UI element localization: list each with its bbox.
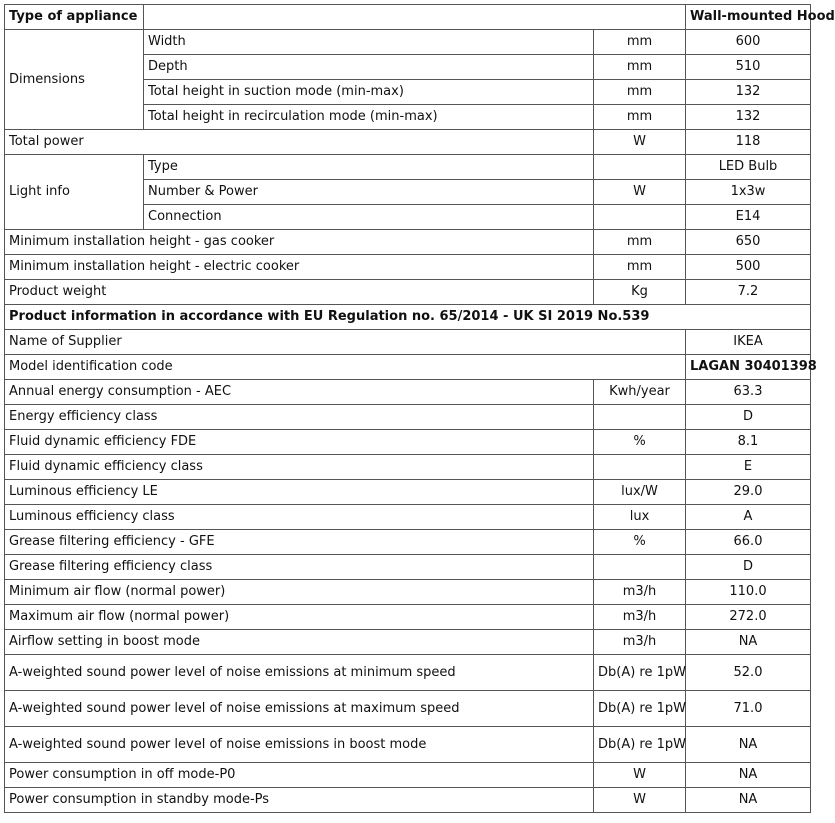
row-unit: W	[594, 788, 686, 813]
table-row	[5, 380, 811, 405]
row-label: Fluid dynamic efficiency FDE	[5, 430, 594, 455]
row-value: E	[686, 455, 811, 480]
row-label: Total power	[5, 130, 594, 155]
row-value: 132	[686, 105, 811, 130]
table-row	[5, 655, 811, 691]
row-value: 500	[686, 255, 811, 280]
table-row	[5, 605, 811, 630]
supplier-value: IKEA	[686, 330, 811, 355]
row-label: Grease filtering efficiency class	[5, 555, 594, 580]
appliance-type-label: Type of appliance	[5, 5, 144, 30]
row-value: LED Bulb	[686, 155, 811, 180]
table-row	[5, 280, 811, 305]
row-value: D	[686, 555, 811, 580]
table-row	[5, 430, 811, 455]
table-row	[5, 788, 811, 813]
row-value: 600	[686, 30, 811, 55]
row-unit: Db(A) re 1pW	[594, 655, 686, 691]
row-value: E14	[686, 205, 811, 230]
row-label: Annual energy consumption - AEC	[5, 380, 594, 405]
row-unit: lux/W	[594, 480, 686, 505]
row-label: A-weighted sound power level of noise emissions at maximum speed	[5, 691, 594, 727]
row-value: 510	[686, 55, 811, 80]
row-value: 272.0	[686, 605, 811, 630]
row-value: 110.0	[686, 580, 811, 605]
row-value: 8.1	[686, 430, 811, 455]
row-value: 29.0	[686, 480, 811, 505]
row-unit: Db(A) re 1pW	[594, 727, 686, 763]
table-row	[5, 580, 811, 605]
table-row	[5, 330, 811, 355]
row-unit: mm	[594, 55, 686, 80]
row-unit: m3/h	[594, 580, 686, 605]
row-unit: mm	[594, 230, 686, 255]
row-value: 132	[686, 80, 811, 105]
row-unit: Kwh/year	[594, 380, 686, 405]
row-unit: %	[594, 430, 686, 455]
row-unit: m3/h	[594, 630, 686, 655]
row-unit: Kg	[594, 280, 686, 305]
row-unit: m3/h	[594, 605, 686, 630]
table-header-row	[5, 5, 811, 30]
row-label: Power consumption in standby mode-Ps	[5, 788, 594, 813]
row-unit	[594, 155, 686, 180]
row-value: NA	[686, 788, 811, 813]
table-row	[5, 405, 811, 430]
row-label: Minimum installation height - gas cooker	[5, 230, 594, 255]
model-value: LAGAN 30401398	[686, 355, 811, 380]
row-label: Luminous efficiency LE	[5, 480, 594, 505]
table-row	[5, 155, 811, 180]
table-row	[5, 727, 811, 763]
row-value: 66.0	[686, 530, 811, 555]
dimensions-group-label: Dimensions	[5, 30, 144, 130]
row-label: Minimum installation height - electric cooker	[5, 255, 594, 280]
table-row	[5, 630, 811, 655]
model-label: Model identification code	[5, 355, 686, 380]
table-row	[5, 455, 811, 480]
table-row	[5, 255, 811, 280]
row-label: A-weighted sound power level of noise emissions in boost mode	[5, 727, 594, 763]
section-header-row	[5, 305, 811, 330]
row-unit: W	[594, 130, 686, 155]
table-row	[5, 505, 811, 530]
row-label: Airflow setting in boost mode	[5, 630, 594, 655]
row-unit	[594, 205, 686, 230]
table-row	[5, 30, 811, 55]
row-label: Depth	[144, 55, 594, 80]
row-label: Energy efficiency class	[5, 405, 594, 430]
row-value: 7.2	[686, 280, 811, 305]
row-label: Number & Power	[144, 180, 594, 205]
row-value: NA	[686, 727, 811, 763]
row-label: Product weight	[5, 280, 594, 305]
row-label: A-weighted sound power level of noise emissions at minimum speed	[5, 655, 594, 691]
row-value: 71.0	[686, 691, 811, 727]
row-label: Total height in recirculation mode (min-max)	[144, 105, 594, 130]
row-label: Total height in suction mode (min-max)	[144, 80, 594, 105]
row-label: Fluid dynamic efficiency class	[5, 455, 594, 480]
row-unit: W	[594, 763, 686, 788]
row-label: Type	[144, 155, 594, 180]
row-unit: lux	[594, 505, 686, 530]
row-unit: Db(A) re 1pW	[594, 691, 686, 727]
row-unit	[594, 405, 686, 430]
row-unit: mm	[594, 105, 686, 130]
row-label: Minimum air flow (normal power)	[5, 580, 594, 605]
row-value: 52.0	[686, 655, 811, 691]
row-unit: mm	[594, 30, 686, 55]
row-value: D	[686, 405, 811, 430]
row-unit	[594, 555, 686, 580]
light-group-label: Light info	[5, 155, 144, 230]
table-row	[5, 530, 811, 555]
row-label: Power consumption in off mode-P0	[5, 763, 594, 788]
table-row	[5, 763, 811, 788]
row-label: Luminous efficiency class	[5, 505, 594, 530]
row-unit: %	[594, 530, 686, 555]
table-row	[5, 230, 811, 255]
row-label: Maximum air flow (normal power)	[5, 605, 594, 630]
supplier-label: Name of Supplier	[5, 330, 686, 355]
section-title: Product information in accordance with EU Regulation no. 65/2014 - UK SI 2019 No.539	[5, 305, 811, 330]
row-value: NA	[686, 763, 811, 788]
row-value: 650	[686, 230, 811, 255]
row-label: Width	[144, 30, 594, 55]
table-row	[5, 130, 811, 155]
row-value: A	[686, 505, 811, 530]
spec-table	[4, 4, 835, 813]
row-value: 118	[686, 130, 811, 155]
row-value: 63.3	[686, 380, 811, 405]
row-value: 1x3w	[686, 180, 811, 205]
row-unit: W	[594, 180, 686, 205]
row-unit	[594, 455, 686, 480]
row-label: Grease filtering efficiency - GFE	[5, 530, 594, 555]
table-row	[5, 355, 811, 380]
appliance-type-value: Wall-mounted Hood	[686, 5, 811, 30]
table-row	[5, 480, 811, 505]
row-value: NA	[686, 630, 811, 655]
table-row	[5, 555, 811, 580]
table-row	[5, 691, 811, 727]
row-label: Connection	[144, 205, 594, 230]
row-unit: mm	[594, 255, 686, 280]
row-unit: mm	[594, 80, 686, 105]
